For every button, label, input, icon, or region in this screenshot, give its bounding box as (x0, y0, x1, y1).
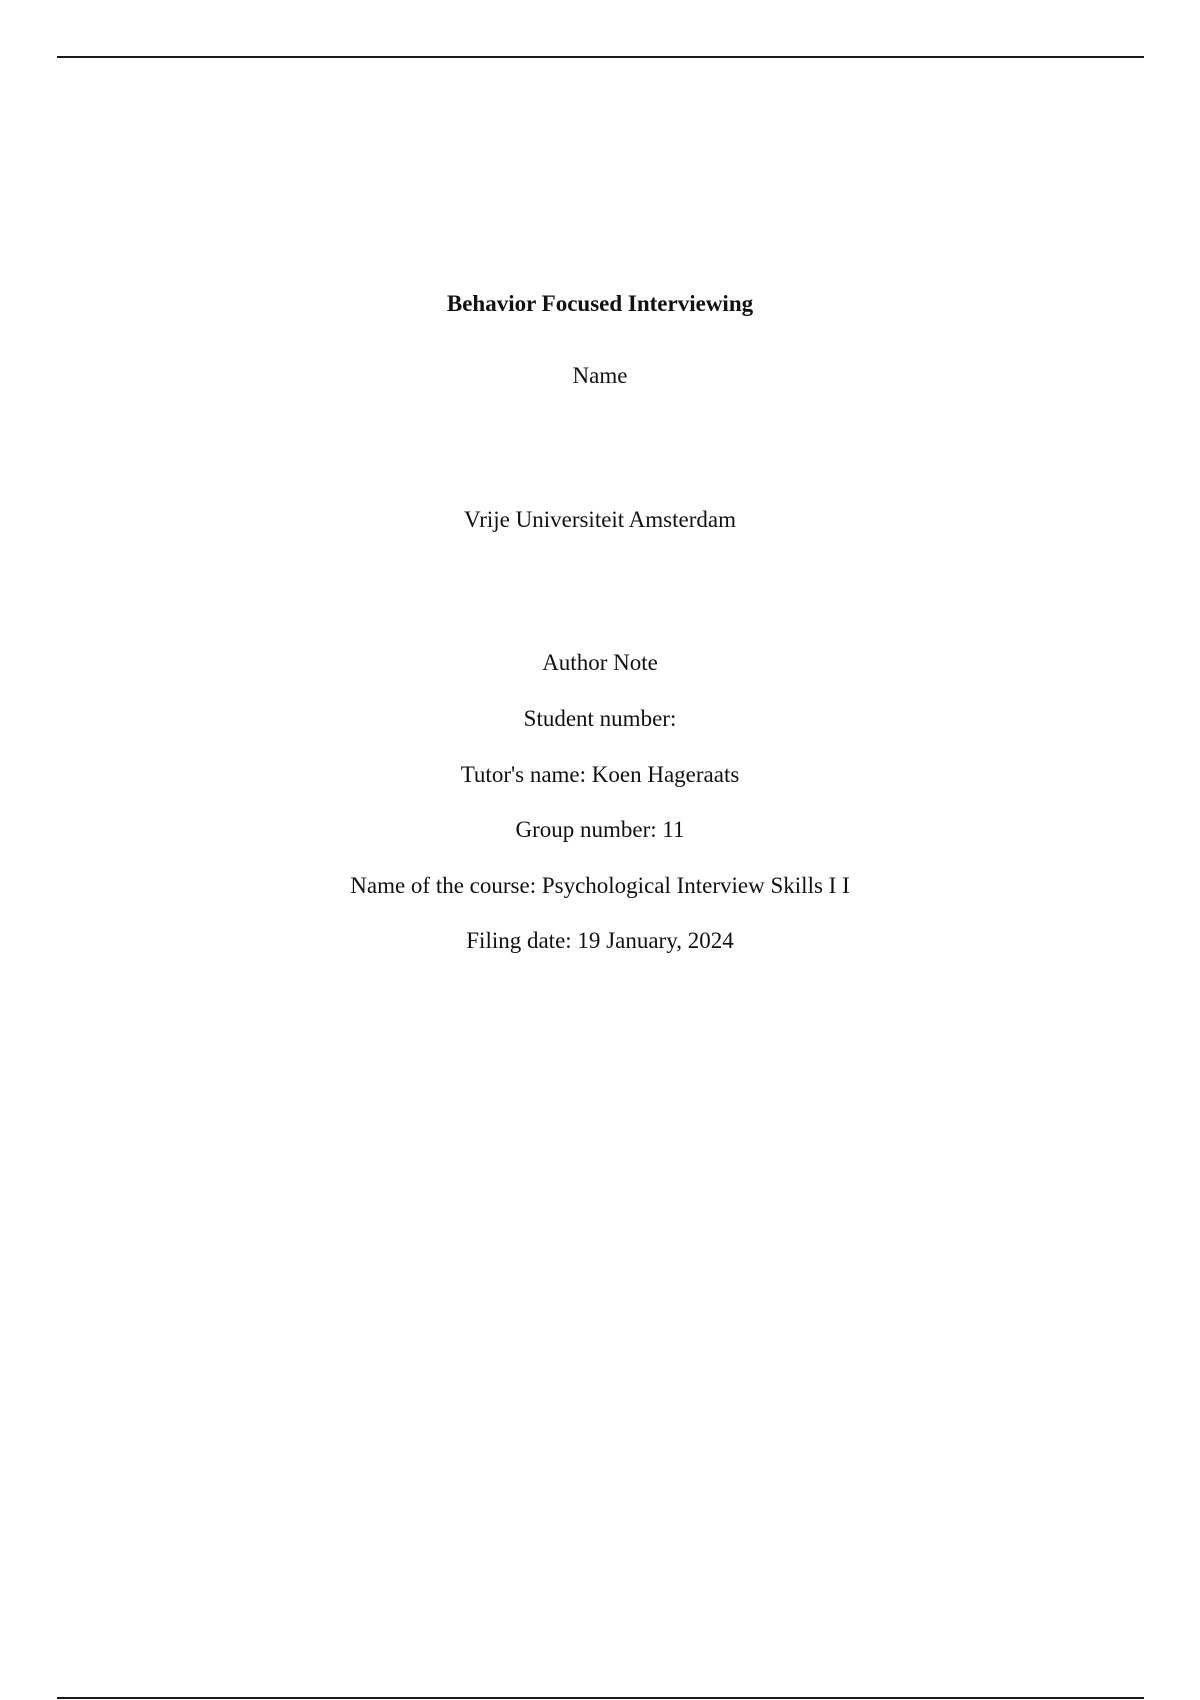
filing-date: Filing date: 19 January, 2024 (466, 928, 734, 953)
course-name: Name of the course: Psychological Interview Skills I I (350, 873, 850, 898)
student-number: Student number: (523, 706, 677, 731)
group-number: Group number: 11 (515, 817, 685, 842)
author-name: Name (572, 363, 628, 388)
footer-rule (57, 1697, 1144, 1699)
institution: Vrije Universiteit Amsterdam (463, 507, 736, 532)
paper-title: Behavior Focused Interviewing (446, 291, 754, 316)
tutor-name: Tutor's name: Koen Hageraats (460, 762, 740, 787)
author-note-heading: Author Note (542, 650, 658, 675)
